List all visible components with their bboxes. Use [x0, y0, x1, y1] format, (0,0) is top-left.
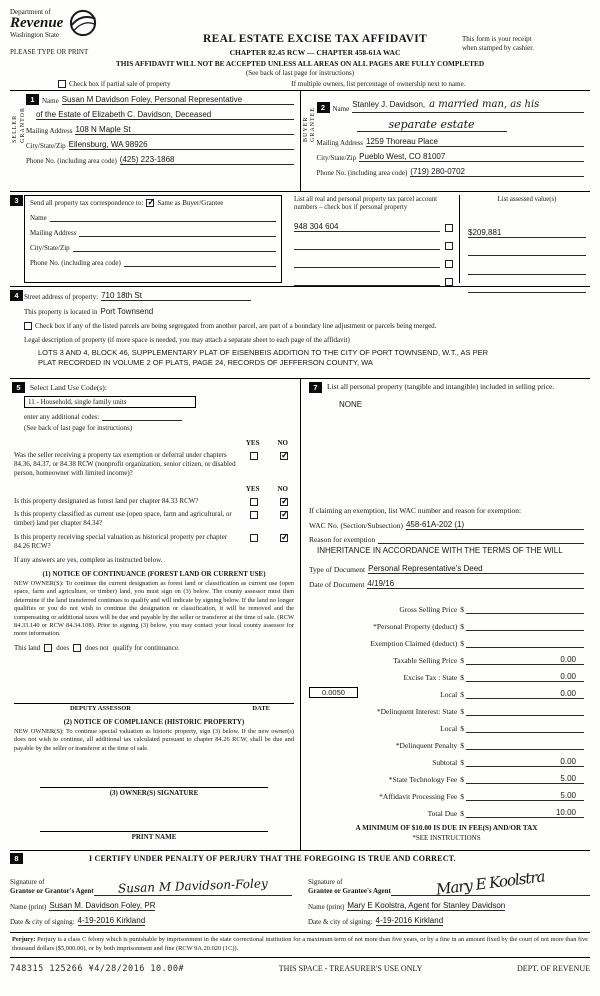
see-back-note: (See back of last page for instructions)	[245, 69, 355, 77]
current-use-yes-checkbox[interactable]	[250, 511, 258, 519]
grantee-signature: Mary E Koolstra	[435, 867, 546, 899]
question-historic	[12, 533, 296, 551]
seller-name-row	[26, 94, 294, 105]
seller-mailing-label: Mailing Address	[26, 127, 73, 135]
buyer-csz-input[interactable]: Pueblo West, CO 81007	[359, 152, 584, 162]
money-label-exemption-deduct: Exemption Claimed (deduct)	[370, 639, 458, 648]
seller-name-input[interactable]: Susan M Davidson Foley, Personal Representative	[62, 95, 294, 105]
washington-state-label: Washington State	[10, 31, 60, 39]
currency-symbol: $	[460, 775, 464, 784]
assessed-value-input-2[interactable]	[468, 247, 586, 256]
buyer-mailing-label: Mailing Address	[316, 139, 363, 147]
same-as-buyer-label: Same as Buyer/Grantee	[157, 199, 224, 207]
segregated-label: Check box if any of the listed parcels are being segregated from another parcel, are part of a boundary line adjustment or parcels being merged.	[35, 322, 437, 330]
segregated-checkbox[interactable]	[24, 322, 32, 330]
notice-continuance-title: (1) NOTICE OF CONTINUANCE (FOREST LAND OR CURRENT USE)	[42, 569, 266, 578]
dor-logo-text	[10, 8, 63, 39]
multiple-owners-note: If multiple owners, list percentage of ownership next to name.	[291, 80, 466, 88]
header-center	[168, 8, 462, 57]
money-label-delinq-penalty: *Delinquent Penalty	[395, 741, 458, 750]
section-3-badge: 3	[10, 195, 23, 206]
grantee-signature-labels	[308, 878, 391, 896]
grantee-date-row	[308, 916, 590, 926]
partial-sale-row	[58, 80, 590, 88]
grantor-print-input[interactable]: Susan M. Davidson Foley, PR	[49, 901, 156, 910]
question-current-use-boxes	[250, 510, 296, 528]
correspondence-mailing-label: Mailing Address	[30, 229, 77, 237]
grantee-print-input[interactable]: Mary E Koolstra, Agent for Stanley Davidson	[347, 901, 506, 910]
buyer-csz-row	[317, 152, 585, 162]
buyer-name-row2	[317, 118, 585, 132]
personal-property-value[interactable]: NONE	[339, 400, 363, 409]
yes-label-2: YES	[245, 485, 260, 494]
correspondence-send-row	[30, 199, 276, 207]
assessed-value-input-3[interactable]	[468, 266, 586, 275]
print-name-label: PRINT NAME	[131, 833, 177, 841]
question-forest-boxes	[250, 497, 296, 506]
parcel-row-3	[294, 259, 453, 268]
cashier-validation-stamp: 748315 125266 ¥4/28/2016 10.00#	[10, 963, 185, 974]
seller-side-label	[12, 107, 26, 143]
currency-symbol: $	[460, 605, 464, 614]
partial-sale-checkbox[interactable]	[58, 80, 66, 88]
buyer-name-handwritten-2[interactable]: separate estate	[357, 118, 507, 132]
grantee-date-input[interactable]: 4-19-2016 Kirkland	[375, 916, 444, 925]
money-label-taxable: Taxable Selling Price	[393, 656, 458, 665]
notice-continuance-body: NEW OWNER(S): To continue the current designation as forest land or classification as current use (open space, farm and agriculture, or timber) land, you must sign on (3) below. The county assessor must then determine if the land transferred continues to qualify and will indicate by signing below. If the land no longer qualifies or you do not wish to continue the designation or classification, it will be removed and the compensating or additional taxes will be due and payable by the seller or transferor at the time of sale. (RCW 84.33.140 or RCW 84.34.108). Prior to signing (3) below, you may contact your local county assessor for more information.	[14, 579, 294, 638]
grantor-print-row	[10, 901, 292, 911]
segregated-row	[24, 322, 590, 330]
question-exemption-boxes	[250, 451, 296, 478]
seller-mailing-row	[26, 125, 294, 135]
grantor-agent-label: Grantor or Grantor's Agent	[10, 886, 94, 895]
form-title: REAL ESTATE EXCISE TAX AFFIDAVIT	[203, 33, 427, 45]
money-delinq-interest-local-input[interactable]	[466, 723, 584, 733]
dor-logo	[10, 8, 168, 39]
question-historic-text: Is this property receiving special valuation as historical property per chapter 84.26 RCW?	[14, 532, 228, 550]
print-name-line[interactable]	[40, 831, 268, 832]
grantor-signature: Susan M Davidson-Foley	[117, 876, 268, 896]
money-label-personal-deduct: *Personal Property (deduct)	[373, 622, 458, 631]
grantor-date-row	[10, 916, 292, 926]
seller-name-label: Name	[42, 97, 59, 105]
correspondence-csz-row	[30, 243, 276, 252]
buyer-name-typed: Stanley J. Davidson,	[352, 100, 426, 109]
seller-phone-input[interactable]: (425) 223-1868	[120, 155, 294, 165]
section-2-badge: 2	[317, 102, 330, 113]
money-row-processing-fee	[309, 784, 584, 801]
correspondence-csz-input[interactable]	[73, 243, 276, 252]
buyer-phone-input[interactable]: (719) 280-0702	[410, 167, 584, 177]
seller-name-input-line2[interactable]: of the Estate of Elizabeth C. Davidson, Deceased	[36, 110, 294, 120]
personal-property-label: List all personal property (tangible and intangible) included in selling price.	[327, 382, 555, 391]
parcel-numbers-box	[288, 195, 460, 283]
property-location-section	[10, 287, 590, 379]
dept-of-revenue-label: DEPT. OF REVENUE	[517, 963, 590, 973]
buyer-name-handwritten-1: a married man, as his	[429, 99, 540, 110]
tax-correspondence-section	[10, 192, 590, 287]
located-in-value[interactable]: Port Townsend	[100, 307, 154, 316]
currency-symbol: $	[460, 639, 464, 648]
exemption-tax-column	[300, 379, 590, 850]
seller-name-row2	[26, 110, 294, 120]
qualify-label: qualify for continuance.	[112, 643, 180, 652]
assessed-values-box	[460, 195, 590, 283]
money-label-tech-fee: *State Technology Fee	[388, 775, 458, 784]
land-use-select-label: Select Land Use Code(s):	[30, 383, 107, 392]
currency-symbol: $	[460, 690, 464, 699]
assessed-values-header: List assessed value(s)	[497, 196, 557, 203]
street-address-label: Street address of property:	[24, 293, 99, 301]
grantee-agent-label: Grantee or Grantee's Agent	[308, 886, 391, 895]
certification-statement: I CERTIFY UNDER PENALTY OF PERJURY THAT THE FOREGOING IS TRUE AND CORRECT.	[89, 854, 456, 863]
money-row-taxable	[309, 648, 584, 665]
section-5-badge: 5	[12, 382, 25, 393]
grantor-date-input[interactable]: 4-19-2016 Kirkland	[77, 916, 146, 925]
forest-yes-checkbox[interactable]	[250, 498, 258, 506]
chapter-line: CHAPTER 82.45 RCW — CHAPTER 458-61A WAC	[229, 48, 401, 57]
money-label-excise-local: Local	[440, 690, 458, 699]
yes-no-header-1	[12, 439, 296, 447]
grantee-date-label: Date & city of signing:	[308, 918, 373, 926]
parcel-row-4	[294, 277, 453, 286]
land-qualify-row	[12, 644, 296, 652]
reason-value: INHERITANCE IN ACCORDANCE WITH THE TERMS OF THE WILL	[317, 546, 563, 555]
question-exemption	[12, 451, 296, 478]
street-address-row	[24, 291, 590, 301]
grantor-signature-column	[10, 866, 298, 926]
deputy-assessor-row	[14, 703, 294, 712]
section-1-badge: 1	[26, 94, 39, 105]
money-subtotal-input[interactable]: 0.00	[466, 757, 584, 767]
please-type-label: PLEASE TYPE OR PRINT	[10, 48, 89, 56]
grantor-signature-labels	[10, 878, 94, 896]
money-label-delinq-interest-local: Local	[440, 724, 458, 733]
parcel-personal-checkbox-4[interactable]	[445, 278, 453, 286]
additional-codes-label: enter any additional codes:	[24, 413, 100, 421]
question-forest-text: Is this property designated as forest land per chapter 84.33 RCW?	[14, 497, 199, 506]
perjury-note	[10, 933, 590, 958]
buyer-phone-label: Phone No. (including area code)	[316, 169, 408, 177]
grantee-signature-row	[308, 866, 590, 899]
spacer	[12, 652, 296, 703]
money-processing-fee-input[interactable]: 5.00	[466, 791, 584, 801]
buyer-grantee-box	[300, 91, 591, 191]
section-4-badge: 4	[10, 290, 23, 301]
grantor-signature-row	[10, 866, 292, 896]
grantor-word: GRANTOR	[19, 107, 26, 143]
same-as-buyer-checkbox[interactable]	[146, 199, 154, 207]
seller-csz-label: City/State/Zip	[26, 142, 66, 150]
owners-signature-line[interactable]	[40, 787, 268, 788]
warning-line: THIS AFFIDAVIT WILL NOT BE ACCEPTED UNLESS ALL AREAS ON ALL PAGES ARE FULLY COMPLETED	[115, 59, 485, 68]
parcel-personal-checkbox-3[interactable]	[445, 260, 453, 268]
money-label-processing-fee: *Affidavit Processing Fee	[379, 792, 458, 801]
grantee-signature-of-label: Signature of	[308, 877, 343, 886]
correspondence-phone-label: Phone No. (including area code)	[30, 259, 121, 267]
money-total-due-input[interactable]: 10.00	[466, 808, 584, 818]
currency-symbol: $	[460, 809, 464, 818]
spacer	[12, 797, 296, 831]
form-header	[10, 8, 590, 57]
doc-type-input[interactable]: Personal Representative's Deed	[368, 564, 584, 574]
grantee-print-label: Name (print)	[308, 903, 345, 911]
buyer-side-label	[303, 107, 317, 142]
money-row-excise-local	[309, 682, 584, 699]
grantee-signature-line[interactable]	[391, 867, 590, 899]
parties-section	[10, 90, 590, 192]
exemption-intro: If claiming an exemption, list WAC number and reason for exemption:	[309, 506, 522, 515]
question-forest	[12, 497, 296, 506]
parcel-row-2	[294, 241, 453, 250]
money-row-delinq-penalty	[309, 733, 584, 750]
correspondence-name-input[interactable]	[50, 213, 276, 222]
currency-symbol: $	[460, 707, 464, 716]
doc-date-row	[309, 579, 584, 589]
money-taxable-input[interactable]: 0.00	[466, 655, 584, 665]
money-label-delinq-interest-state: *Delinquent Interest: State	[376, 707, 458, 716]
perjury-text: Perjury is a class C felony which is punishable by imprisonment in the state correctional institution for a maximum term of not more than five years, or by a fine in an amount fixed by the court of not more than five thousand dollars ($5,000.00), or by both imprisonment and fine (RCW 9A.20.020 (1C)).	[12, 936, 588, 952]
dor-swirl-icon	[68, 8, 98, 38]
parcel-personal-checkbox-2[interactable]	[445, 242, 453, 250]
money-row-personal-deduct	[309, 614, 584, 631]
grantee-word: GRANTEE	[310, 107, 317, 142]
money-row-gross	[309, 597, 584, 614]
correspondence-phone-input[interactable]	[124, 258, 276, 267]
money-row-delinq-interest-state	[309, 699, 584, 716]
currency-symbol: $	[460, 724, 464, 733]
section-8-badge: 8	[10, 853, 23, 864]
money-label-total-due: Total Due	[427, 809, 458, 818]
seller-mailing-input[interactable]: 108 N Maple St	[75, 125, 293, 135]
legal-description-label: Legal description of property (if more space is needed, you may attach a separate sheet to each page of the affidavit)	[24, 336, 350, 344]
correspondence-name-row	[30, 213, 276, 222]
grantor-print-label: Name (print)	[10, 903, 47, 911]
seller-phone-row	[26, 155, 294, 165]
buyer-csz-label: City/State/Zip	[316, 154, 357, 162]
owners-signature-label: (3) OWNER(S) SIGNATURE	[109, 789, 199, 798]
money-label-subtotal: Subtotal	[432, 758, 458, 767]
local-rate-box: 0.0050	[309, 687, 358, 698]
currency-symbol: $	[460, 622, 464, 631]
revenue-label: Revenue	[10, 15, 64, 31]
personal-property-row	[309, 382, 584, 393]
correspondence-csz-label: City/State/Zip	[30, 244, 70, 252]
money-delinq-penalty-input[interactable]	[466, 740, 584, 750]
correspondence-box	[24, 195, 282, 283]
buyer-phone-row	[317, 167, 585, 177]
parcel-number-input-1[interactable]: 948 304 604	[294, 222, 440, 232]
land-use-see-back-note: (See back of last page for instructions)	[24, 424, 133, 432]
parcel-number-input-4[interactable]	[294, 277, 440, 286]
doc-date-label: Date of Document	[309, 580, 365, 589]
seller-grantor-box	[10, 91, 300, 191]
doc-date-input[interactable]: 4/19/16	[367, 579, 584, 589]
correspondence-name-label: Name	[30, 214, 47, 222]
seller-csz-input[interactable]: Ellensburg, WA 98926	[69, 140, 294, 150]
money-gross-input[interactable]	[466, 604, 584, 614]
wac-row	[309, 520, 584, 530]
parcel-numbers-header: List all real and personal property tax parcel account numbers – check box if personal property	[294, 196, 438, 212]
deputy-date-label: DATE	[252, 704, 270, 712]
deputy-assessor-label: DEPUTY ASSESSOR	[70, 704, 131, 712]
receipt-note-line1: This form is your receipt	[462, 35, 532, 43]
money-delinq-interest-state-input[interactable]	[466, 706, 584, 716]
historic-yes-checkbox[interactable]	[250, 534, 258, 542]
street-address-input[interactable]: 710 18th St	[101, 291, 251, 301]
buyer-name-row	[317, 94, 585, 113]
partial-sale-label: Check box if partial sale of property	[69, 80, 171, 88]
question-current-use-text: Is this property classified as current use (open space, farm and agricultural, or timber) land per chapter 84.34?	[14, 510, 232, 528]
notice-compliance-body: NEW OWNER(S): To continue special valuation as historic property, sign (3) below. If the new owner(s) does not wish to continue, all additional tax calculated pursuant to chapter 84.26 RCW, shall be due and payable by the seller or transferor at the time of sale.	[14, 727, 294, 752]
notice-compliance-title: (2) NOTICE OF COMPLIANCE (HISTORIC PROPERTY)	[63, 717, 245, 726]
main-columns	[10, 379, 590, 851]
does-label: does	[56, 643, 70, 652]
money-personal-deduct-input[interactable]	[466, 621, 584, 631]
land-does-checkbox[interactable]	[44, 644, 52, 652]
parcel-number-input-3[interactable]	[294, 259, 440, 268]
exemption-yes-checkbox[interactable]	[250, 452, 258, 460]
correspondence-phone-row	[30, 258, 276, 267]
yes-label: YES	[245, 439, 260, 447]
buyer-mailing-input[interactable]: 1259 Thoreau Place	[366, 137, 584, 147]
parcel-personal-checkbox-1[interactable]	[445, 224, 453, 232]
grantee-signature-column	[298, 866, 590, 926]
minimum-due-note: A MINIMUM OF $10.00 IS DUE IN FEE(S) AND/OR TAX	[355, 824, 538, 832]
buyer-name-input[interactable]	[352, 94, 584, 113]
exemption-no-checkbox[interactable]	[280, 452, 288, 460]
no-label: NO	[277, 439, 288, 447]
correspondence-mailing-row	[30, 228, 276, 237]
treasurer-space-label: THIS SPACE - TREASURER'S USE ONLY	[278, 963, 423, 973]
land-use-code-input[interactable]: 11 - Household, single family units	[24, 396, 196, 408]
wac-label: WAC No. (Section/Subsection)	[309, 521, 403, 530]
currency-symbol: $	[460, 741, 464, 750]
forest-no-checkbox[interactable]	[280, 498, 288, 506]
money-label-gross: Gross Selling Price	[399, 605, 458, 614]
additional-codes-row	[24, 412, 296, 421]
money-row-exemption-deduct	[309, 631, 584, 648]
money-row-excise-state	[309, 665, 584, 682]
this-land-label: This land	[14, 643, 41, 652]
current-use-no-checkbox[interactable]	[280, 511, 288, 519]
money-tech-fee-input[interactable]: 5.00	[466, 774, 584, 784]
yes-no-header-2	[12, 485, 296, 493]
currency-symbol: $	[460, 758, 464, 767]
correspondence-mailing-input[interactable]	[79, 228, 276, 237]
dept-of-label: Department of	[10, 8, 51, 16]
grantor-date-label: Date & city of signing:	[10, 918, 75, 926]
perjury-label: Perjury:	[12, 936, 36, 943]
assessed-value-input-1[interactable]: $209,881	[468, 228, 586, 238]
certification-header	[10, 853, 590, 864]
money-row-tech-fee	[309, 767, 584, 784]
question-exemption-text: Was the seller receiving a property tax exemption or deferral under chapters 84.36, 84.37, or 84.38 RCW (nonprofit organization, senior citizen, or disabled person, homeowner with limited income)?	[14, 451, 236, 478]
land-does-not-checkbox[interactable]	[73, 644, 81, 652]
buyer-mailing-row	[317, 137, 585, 147]
seller-word: SELLER	[12, 114, 18, 143]
seller-csz-row	[26, 140, 294, 150]
receipt-note-line2: when stamped by cashier.	[462, 44, 534, 53]
land-use-select-row	[12, 382, 296, 393]
parcel-row-1	[294, 222, 453, 232]
header-left	[10, 8, 168, 57]
spacer	[12, 753, 296, 787]
grantor-signature-of-label: Signature of	[10, 877, 45, 886]
currency-symbol: $	[460, 792, 464, 801]
additional-codes-input[interactable]	[102, 412, 182, 421]
currency-symbol: $	[460, 673, 464, 682]
bottom-row	[10, 958, 590, 974]
buyer-word: BUYER	[302, 116, 309, 142]
currency-symbol: $	[460, 656, 464, 665]
question-current-use	[12, 510, 296, 528]
question-historic-boxes	[250, 533, 296, 551]
spacer	[309, 409, 584, 506]
reason-input[interactable]	[378, 535, 584, 544]
money-row-delinq-interest-local	[309, 716, 584, 733]
section-7-badge: 7	[309, 382, 322, 393]
parcel-number-input-2[interactable]	[294, 241, 440, 250]
reason-row	[309, 535, 584, 544]
doc-type-row	[309, 564, 584, 574]
money-excise-local-input[interactable]: 0.00	[466, 689, 584, 699]
certification-section	[10, 851, 590, 933]
land-use-column	[10, 379, 300, 850]
money-label-excise-state: Excise Tax : State	[403, 673, 458, 682]
receipt-note	[462, 8, 590, 57]
signature-columns	[10, 866, 590, 926]
historic-no-checkbox[interactable]	[280, 534, 288, 542]
grantor-signature-line[interactable]	[94, 877, 292, 896]
money-row-subtotal	[309, 750, 584, 767]
money-exemption-deduct-input[interactable]	[466, 638, 584, 648]
buyer-name-label: Name	[332, 105, 350, 113]
money-row-total-due	[309, 801, 584, 818]
no-label-2: NO	[277, 485, 288, 494]
doc-type-label: Type of Document	[309, 565, 366, 574]
legal-description-line2: PLAT RECORDED IN VOLUME 2 OF PLATS, PAGE 24, RECORDS OF JEFFERSON COUNTY, WA	[38, 358, 373, 368]
does-not-label: does not	[85, 643, 109, 652]
if-yes-note: If any answers are yes, complete as instructed below.	[14, 555, 163, 564]
located-in-label: This property is located in	[24, 308, 98, 316]
grantee-print-row	[308, 901, 590, 911]
reason-label: Reason for exemption	[309, 535, 376, 544]
legal-description-line1: LOTS 3 AND 4, BLOCK 46, SUPPLEMENTARY PLAT OF EISENBEIS ADDITION TO THE CITY OF PORT TOWNSEND, W.T., AS PER	[38, 348, 488, 357]
money-excise-state-input[interactable]: 0.00	[466, 672, 584, 682]
wac-input[interactable]: 458-61A-202 (1)	[406, 520, 584, 530]
see-instructions-note: *SEE INSTRUCTIONS	[412, 834, 481, 842]
seller-phone-label: Phone No. (including area code)	[26, 157, 117, 165]
send-correspondence-label: Send all property tax correspondence to:	[30, 199, 144, 207]
located-in-row	[24, 307, 590, 316]
money-rows	[309, 597, 584, 818]
